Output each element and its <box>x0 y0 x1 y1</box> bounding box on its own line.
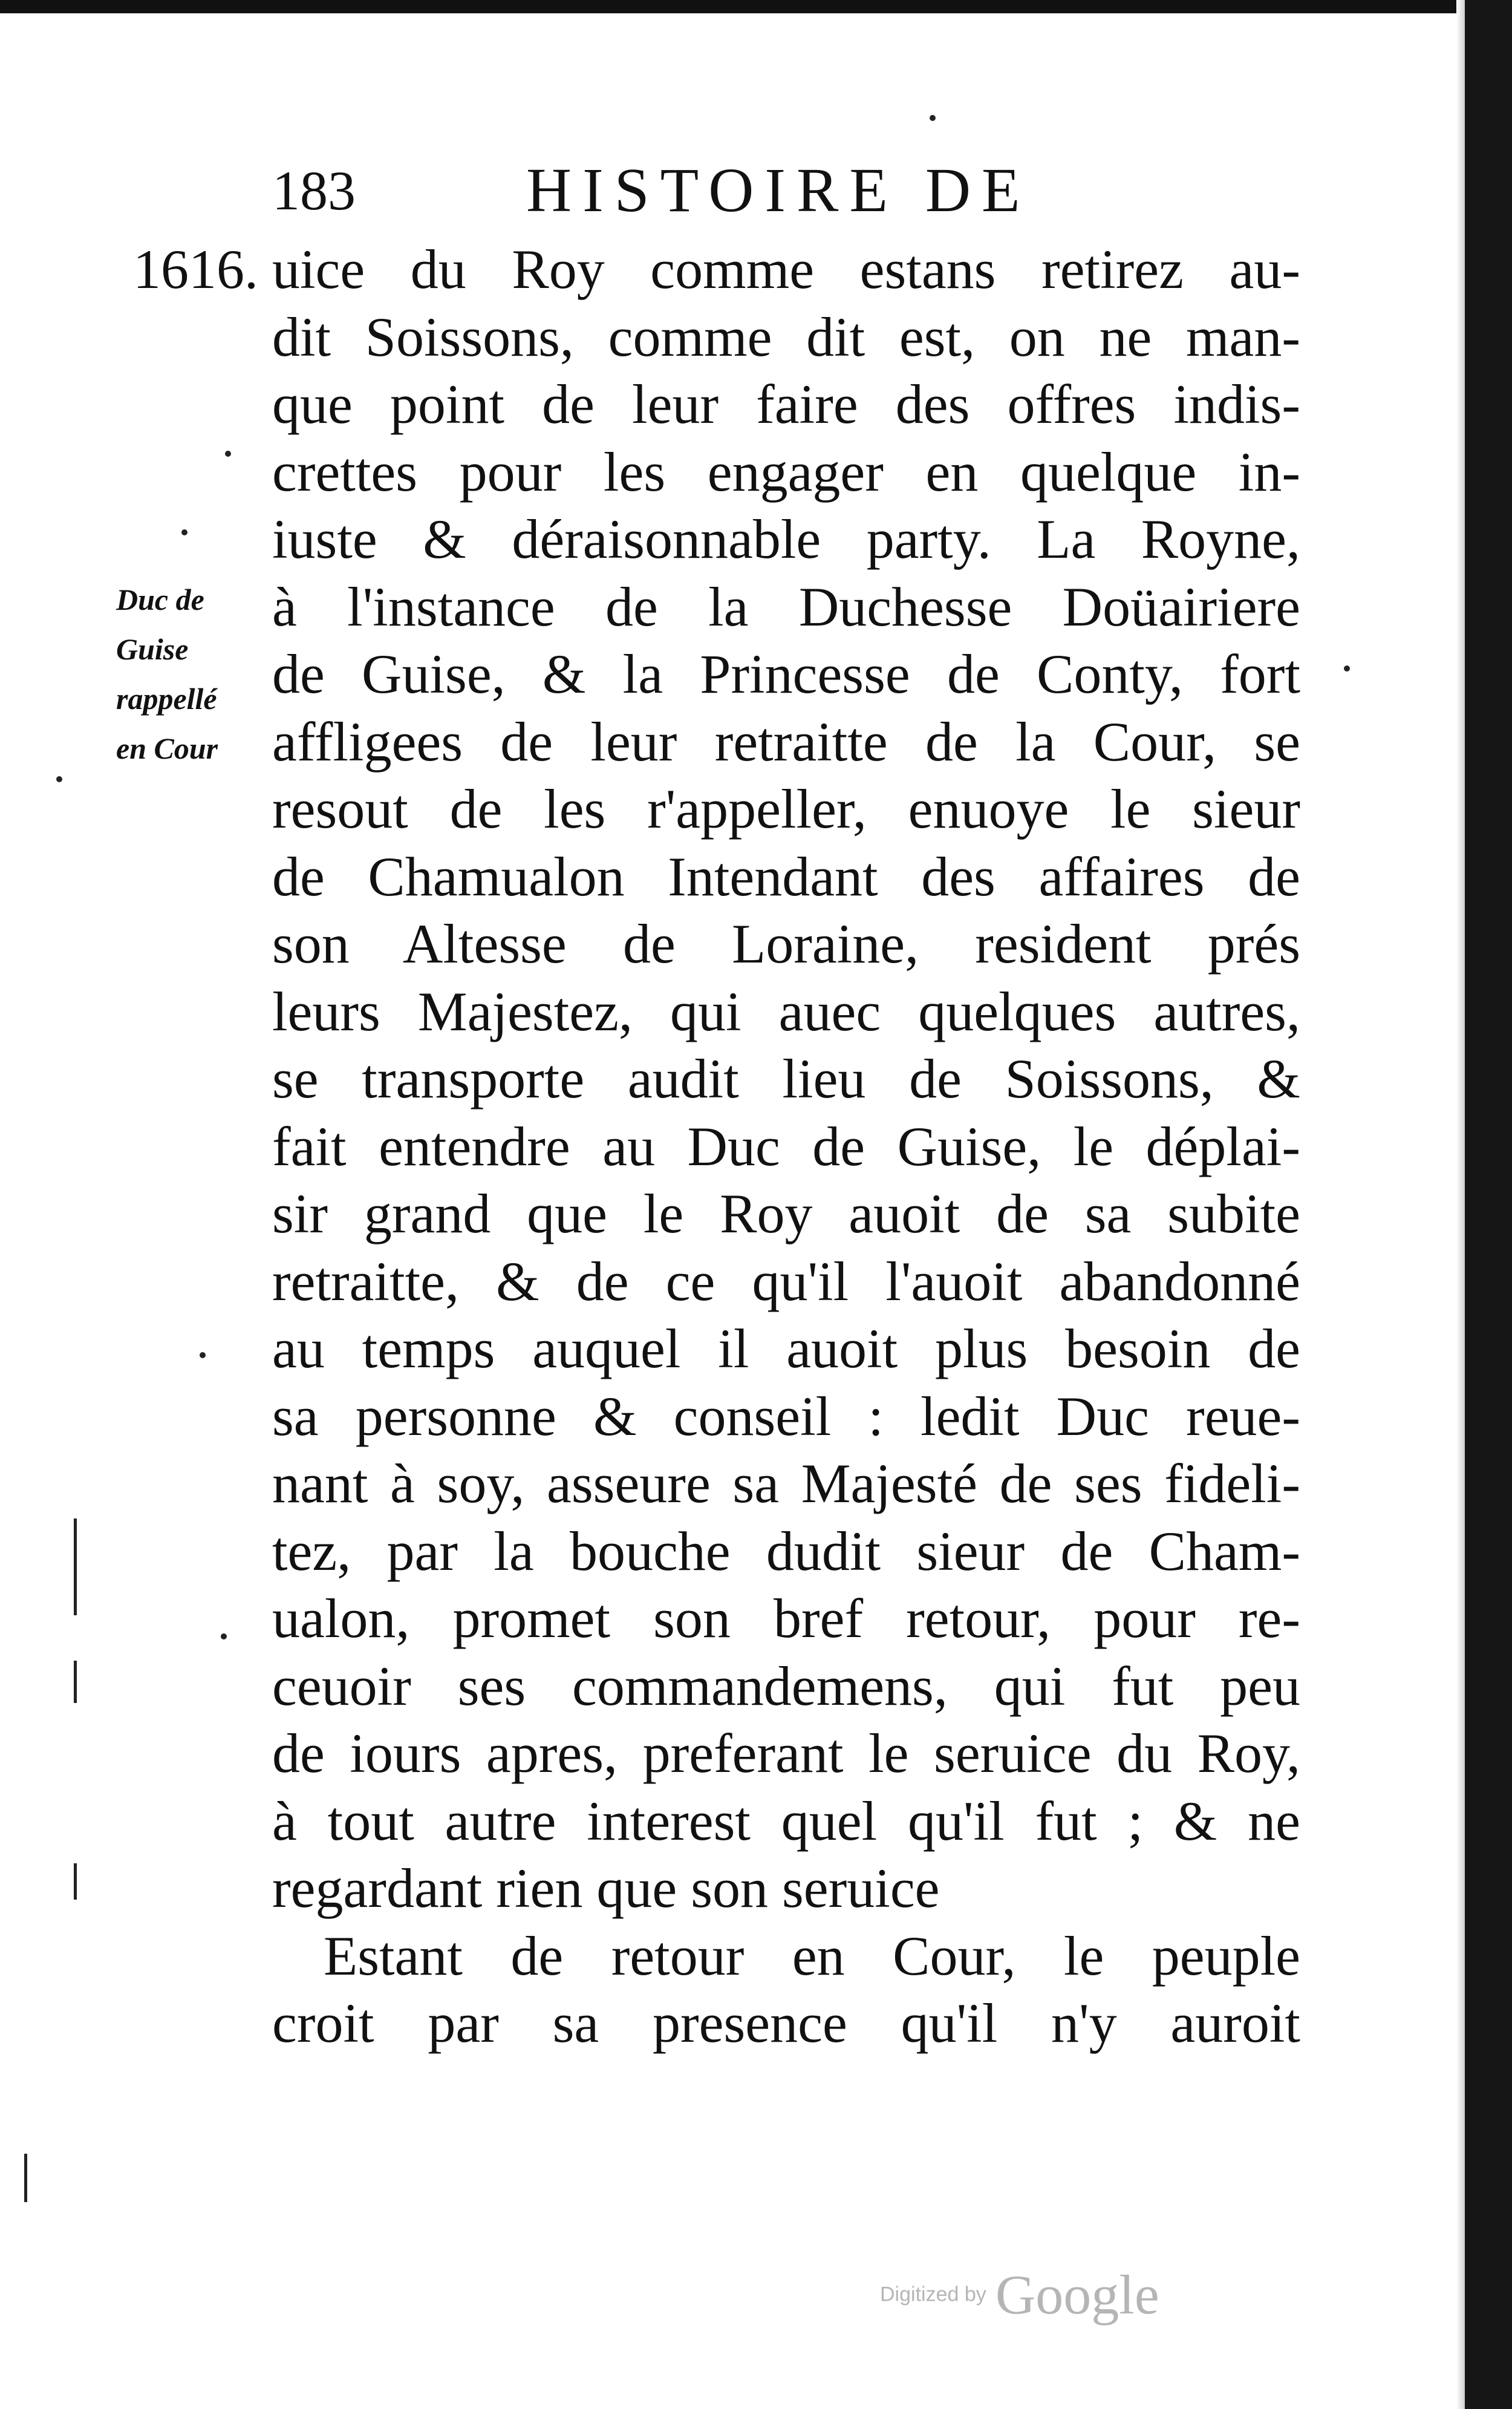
scan-edge-top <box>0 0 1512 13</box>
text-line: regardant rien que son seruice <box>272 1857 940 1919</box>
margin-note <box>116 575 267 773</box>
text-line: iuste & déraisonnable party. La Royne, <box>272 508 1300 570</box>
year-marker: 1616. <box>133 238 258 300</box>
body-text <box>272 236 1300 2058</box>
text-line: à tout autre interest quel qu'il fut ; & ne <box>272 1790 1300 1852</box>
text-line: au temps auquel il auoit plus besoin de <box>272 1318 1300 1379</box>
digitized-by-google-watermark <box>880 2263 1159 2335</box>
text-line: croit par sa presence qu'il n'y auroit <box>272 1992 1300 2054</box>
running-head <box>272 154 1119 239</box>
scan-speck <box>181 529 187 535</box>
text-line: ualon, promet son bref retour, pour re- <box>272 1587 1300 1649</box>
text-line: se transporte audit lieu de Soissons, & <box>272 1048 1300 1110</box>
margin-note-line: Guise <box>116 632 189 666</box>
book-title: HISTOIRE DE <box>526 155 1031 225</box>
scan-mark <box>24 2154 27 2202</box>
text-line: sir grand que le Roy auoit de sa subite <box>272 1183 1300 1244</box>
text-line: de iours apres, preferant le seruice du Roy, <box>272 1722 1300 1784</box>
text-line: ceuoir ses commandemens, qui fut peu <box>272 1655 1300 1717</box>
scan-speck <box>221 1633 227 1639</box>
text-line: nant à soy, asseure sa Majesté de ses fideli- <box>272 1453 1300 1514</box>
margin-note-line: rappellé <box>116 682 217 716</box>
margin-note-line: en Cour <box>116 731 218 765</box>
text-line: affligees de leur retraitte de la Cour, se <box>272 710 1300 773</box>
scan-speck <box>1344 665 1350 672</box>
text-line: fait entendre au Duc de Guise, le déplai- <box>272 1115 1300 1177</box>
digitized-by-label: Digitized by <box>880 2283 986 2306</box>
text-line: de Chamualon Intendant des affaires de <box>272 845 1300 907</box>
scan-mark <box>74 1661 77 1703</box>
text-line: son Altesse de Loraine, resident prés <box>272 913 1300 975</box>
scan-speck <box>930 115 936 121</box>
scan-edge-shadow <box>1456 0 1465 2409</box>
margin-note-line: Duc de <box>116 583 204 616</box>
text-line: tez, par la bouche dudit sieur de Cham- <box>272 1520 1300 1582</box>
page-number: 183 <box>272 160 356 221</box>
text-line: leurs Majestez, qui auec quelques autres, <box>272 980 1300 1042</box>
text-line: à l'instance de la Duchesse Doüairiere <box>272 575 1300 638</box>
text-line: dit Soissons, comme dit est, on ne man- <box>272 306 1300 368</box>
text-line: crettes pour les engager en quelque in- <box>272 440 1300 503</box>
scan-speck <box>200 1352 206 1358</box>
scan-mark <box>74 1518 77 1615</box>
text-line: de Guise, & la Princesse de Conty, fort <box>272 643 1300 705</box>
text-line: que point de leur faire des offres indis- <box>272 373 1300 435</box>
text-line: sa personne & conseil : ledit Duc reue- <box>272 1385 1300 1447</box>
text-line: retraitte, & de ce qu'il l'auoit abandonné <box>272 1250 1300 1312</box>
scan-speck <box>225 451 231 457</box>
google-logo: Google <box>995 2264 1159 2326</box>
scan-speck <box>56 776 62 782</box>
text-line: uice du Roy comme estans retirez au- <box>272 238 1300 300</box>
scan-edge-right <box>1465 0 1512 2409</box>
text-line: resout de les r'appeller, enuoye le sieur <box>272 778 1300 840</box>
text-line: Estant de retour en Cour, le peuple <box>324 1924 1300 1987</box>
scan-mark <box>74 1863 77 1900</box>
